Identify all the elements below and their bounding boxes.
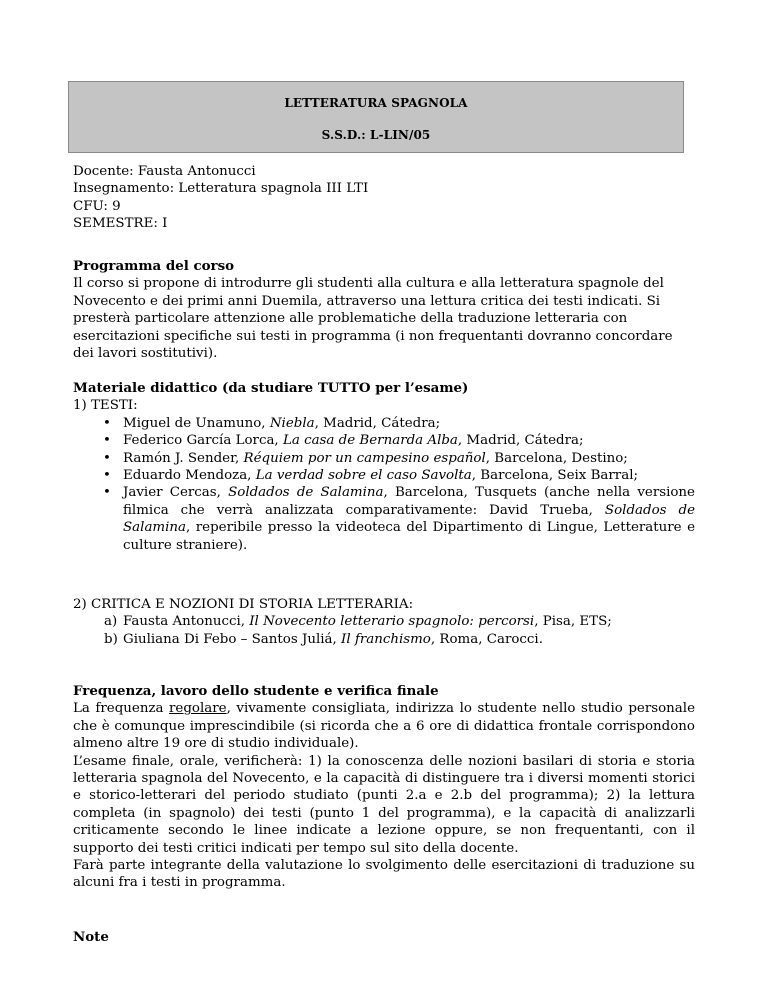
frequenza-section [73, 683, 695, 892]
list-item: • Javier Cercas, Soldados de Salamina, Barcelona, Tusquets (anche nella versione filmica che verrà analizzata comparativamente: David Trueba, Soldados de Salamina, reperibile presso la videoteca del Dipartimento di Lingue, Letterature e culture straniere). [103, 485, 695, 553]
critica-list [73, 613, 695, 648]
course-header-box [68, 81, 684, 153]
programma-section [73, 258, 695, 362]
materiale-heading: Materiale didattico (da studiare TUTTO per l’esame) [73, 380, 469, 396]
list-marker: a) [104, 614, 118, 630]
bullet: • [103, 433, 111, 449]
note-section [73, 929, 695, 946]
docente-line: Docente: Fausta Antonucci [73, 164, 256, 179]
esame-paragraph: L’esame finale, orale, verificherà: 1) la conoscenza delle nozioni basilari di storia e storia letteraria spagnola del Novecento, e la capacità di distinguere tra i diversi momenti storici e storico-letterari del periodo studiato (punti 2.a e 2.b del programma); 2) la lettura completa (in spagnolo) dei testi (punto 1 del programma), e la capacità di analizzarli criticamente secondo le linee indicate a lezione oppure, se non frequentanti, con il supporto dei testi critici indicati per tempo sul sito della docente. [73, 753, 695, 856]
list-item: • Eduardo Mendoza, La verdad sobre el caso Savolta, Barcelona, Seix Barral; [103, 468, 638, 484]
programma-line: esercitazioni specifiche sui testi in programma (i non frequentanti dovranno concordare [73, 328, 673, 344]
programma-line: Il corso si propone di introdurre gli studenti alla cultura e alla letteratura spagnole del [73, 276, 664, 292]
frequenza-paragraph: La frequenza regolare, vivamente consigliata, indirizza lo studente nello studio personale che è comunque imprescindibile (si ricorda che a 6 ore di didattica frontale corrispondono almeno altre 19 ore di studio individuale). [73, 701, 695, 752]
note-heading: Note [73, 929, 109, 945]
list-item: • Federico García Lorca, La casa de Bernarda Alba, Madrid, Cátedra; [103, 433, 584, 449]
semestre-line: SEMESTRE: I [73, 216, 168, 232]
cfu-line: CFU: 9 [73, 198, 121, 214]
list-item: a) Fausta Antonucci, Il Novecento letterario spagnolo: percorsi, Pisa, ETS; [104, 614, 612, 630]
course-title: LETTERATURA SPAGNOLA [284, 96, 468, 110]
course-info [73, 163, 695, 233]
testi-list [73, 415, 695, 554]
ssd-code: S.S.D.: L-LIN/05 [321, 128, 431, 142]
bullet: • [103, 485, 111, 501]
testi-label: 1) TESTI: [73, 398, 138, 414]
frequenza-heading: Frequenza, lavoro dello studente e verifica finale [73, 683, 439, 699]
insegnamento-line: Insegnamento: Letteratura spagnola III LTI [73, 181, 369, 197]
programma-heading: Programma del corso [73, 258, 235, 274]
programma-line: presterà particolare attenzione alle problematiche della traduzione letteraria con [73, 311, 628, 327]
list-marker: b) [104, 631, 118, 647]
critica-section [73, 596, 695, 648]
valutazione-paragraph: Farà parte integrante della valutazione lo svolgimento delle esercitazioni di traduzione su alcuni fra i testi in programma. [73, 858, 695, 891]
bullet: • [103, 450, 111, 466]
critica-heading: 2) CRITICA E NOZIONI DI STORIA LETTERARIA: [73, 597, 414, 612]
list-item: • Ramón J. Sender, Réquiem por un campesino español, Barcelona, Destino; [103, 450, 628, 466]
list-item: • Miguel de Unamuno, Niebla, Madrid, Cátedra; [103, 415, 441, 431]
programma-line: Novecento e dei primi anni Duemila, attraverso una lettura critica dei testi indicati. Si [73, 293, 661, 309]
bullet: • [103, 468, 111, 484]
materiale-section [73, 380, 695, 554]
list-item: b) Giuliana Di Febo – Santos Juliá, Il franchismo, Roma, Carocci. [104, 631, 543, 647]
bullet: • [103, 415, 111, 431]
programma-line: dei lavori sostitutivi). [73, 346, 218, 362]
